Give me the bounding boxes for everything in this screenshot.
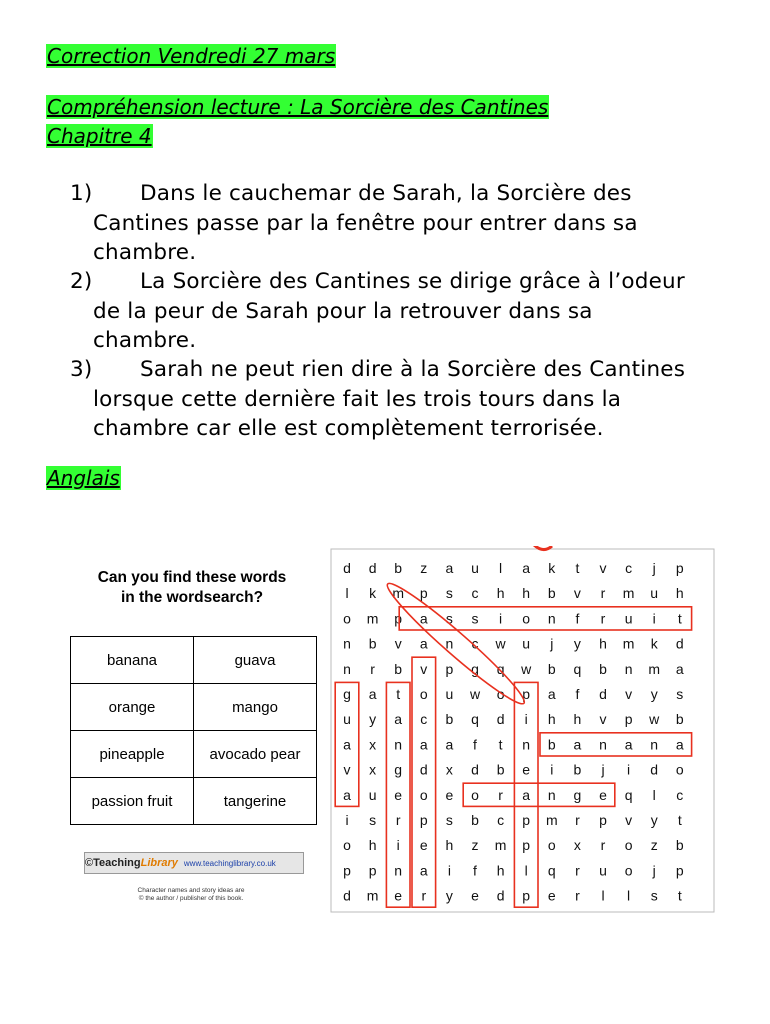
grid-letter: o bbox=[471, 786, 479, 803]
grid-letter: r bbox=[370, 660, 375, 677]
grid-letter: j bbox=[652, 862, 656, 879]
grid-letter: t bbox=[396, 686, 401, 702]
grid-letter: d bbox=[675, 635, 684, 652]
grid-letter: b bbox=[547, 660, 556, 677]
grid-letter: s bbox=[676, 686, 684, 702]
grid-letter: p bbox=[419, 812, 428, 828]
grid-letter: u bbox=[368, 786, 377, 803]
grid-letter: d bbox=[368, 560, 377, 576]
grid-letter: x bbox=[369, 761, 377, 778]
grid-letter: i bbox=[524, 711, 528, 728]
answer-3 bbox=[70, 355, 760, 444]
grid-letter: a bbox=[343, 786, 351, 803]
answer-number: 3) bbox=[70, 357, 93, 382]
answer-text: La Sorcière des Cantines se dirige grâce à l’odeur bbox=[140, 269, 685, 294]
grid-letter: t bbox=[575, 560, 580, 576]
grid-letter: w bbox=[469, 686, 481, 702]
grid-letter: t bbox=[677, 610, 682, 627]
grid-letter: n bbox=[445, 635, 454, 652]
grid-letter: b bbox=[496, 761, 505, 778]
grid-letter: r bbox=[600, 837, 606, 854]
grid-letter: b bbox=[394, 560, 403, 576]
grid-letter: n bbox=[394, 736, 403, 753]
grid-letter: h bbox=[675, 585, 684, 602]
grid-letter: m bbox=[622, 585, 635, 602]
grid-letter: n bbox=[650, 736, 659, 753]
wordsearch-frame bbox=[331, 549, 714, 912]
word-cell: tangerine bbox=[194, 778, 317, 825]
grid-letter: a bbox=[343, 736, 351, 753]
grid-letter: o bbox=[547, 837, 556, 854]
grid-letter: p bbox=[522, 686, 531, 702]
grid-letter: s bbox=[369, 812, 377, 828]
grid-letter: c bbox=[676, 786, 684, 803]
grid-letter: e bbox=[599, 786, 607, 803]
grid-letter: a bbox=[419, 736, 428, 753]
grid-letter: b bbox=[445, 711, 454, 728]
grid-letter: b bbox=[368, 635, 377, 652]
grid-letter: y bbox=[573, 635, 581, 652]
grid-letter: r bbox=[498, 786, 503, 803]
credit-line: © the author / publisher of this book. bbox=[138, 895, 244, 902]
grid-letter: u bbox=[624, 610, 633, 627]
comprehension-title-line1: Compréhension lecture : La Sorcière des Cantines bbox=[47, 95, 549, 119]
grid-letter: n bbox=[547, 786, 556, 803]
answer-text: chambre. bbox=[93, 240, 197, 265]
table-row bbox=[71, 637, 317, 684]
grid-letter: i bbox=[447, 862, 451, 879]
grid-letter: p bbox=[675, 862, 684, 879]
grid-letter: d bbox=[496, 711, 505, 728]
grid-letter: p bbox=[368, 862, 377, 879]
grid-letter: p bbox=[624, 711, 633, 728]
grid-letter: h bbox=[522, 585, 531, 602]
grid-letter: a bbox=[445, 560, 454, 576]
grid-letter: p bbox=[522, 887, 531, 904]
grid-letter: w bbox=[649, 711, 660, 728]
grid-letter: l bbox=[652, 786, 656, 803]
grid-letter: j bbox=[550, 635, 554, 652]
grid-letter: i bbox=[627, 761, 631, 778]
grid-letter: u bbox=[343, 711, 351, 728]
grid-letter: x bbox=[369, 736, 377, 753]
grid-letter: l bbox=[499, 560, 503, 576]
grid-letter: x bbox=[445, 761, 453, 778]
grid-letter: a bbox=[547, 686, 556, 702]
grid-letter: y bbox=[650, 812, 658, 828]
grid-letter: n bbox=[599, 736, 607, 753]
grid-letter: d bbox=[471, 761, 479, 778]
grid-letter: r bbox=[600, 585, 606, 602]
table-row bbox=[71, 778, 317, 825]
grid-letter: u bbox=[471, 560, 479, 576]
grid-letter: b bbox=[547, 736, 556, 753]
grid-letter: p bbox=[343, 862, 351, 879]
credit-line: Character names and story ideas are bbox=[137, 887, 245, 894]
grid-letter: u bbox=[599, 862, 607, 879]
answer-text: Cantines passe par la fenêtre pour entrer dans sa bbox=[93, 210, 638, 236]
logo-brand-library: Library bbox=[140, 857, 178, 869]
grid-letter: l bbox=[627, 887, 631, 904]
grid-letter: k bbox=[650, 635, 658, 652]
grid-letter: o bbox=[522, 610, 531, 627]
logo-url: www.teachinglibrary.co.uk bbox=[183, 859, 276, 868]
word-cell: pineapple bbox=[71, 731, 194, 778]
grid-letter: e bbox=[547, 887, 556, 904]
answer-2 bbox=[70, 267, 760, 356]
grid-letter: b bbox=[471, 812, 479, 828]
grid-letter: o bbox=[624, 862, 633, 879]
grid-letter: u bbox=[445, 686, 454, 702]
word-cell: mango bbox=[194, 684, 317, 731]
grid-letter: h bbox=[547, 711, 556, 728]
grid-letter: d bbox=[343, 560, 351, 576]
grid-letter: s bbox=[471, 610, 479, 627]
correction-title: Correction Vendredi 27 mars bbox=[47, 44, 336, 68]
teaching-library-logo bbox=[84, 852, 304, 874]
grid-letter: f bbox=[473, 862, 477, 879]
grid-letter: u bbox=[522, 635, 531, 652]
grid-letter: l bbox=[345, 585, 349, 602]
grid-letter: v bbox=[420, 660, 428, 677]
grid-letter: g bbox=[343, 686, 351, 702]
grid-letter: o bbox=[419, 686, 428, 702]
grid-letter: k bbox=[369, 585, 377, 602]
grid-letter: d bbox=[650, 761, 659, 778]
grid-letter: a bbox=[675, 736, 684, 753]
grid-letter: q bbox=[547, 862, 556, 879]
grid-letter: t bbox=[677, 887, 682, 904]
word-cell: guava bbox=[194, 637, 317, 684]
grid-letter: v bbox=[599, 711, 607, 728]
grid-letter: d bbox=[419, 761, 428, 778]
grid-letter: e bbox=[522, 761, 531, 778]
wordsearch-grid bbox=[328, 546, 718, 914]
grid-letter: v bbox=[343, 761, 351, 778]
grid-letter: m bbox=[494, 837, 507, 854]
grid-letter: a bbox=[419, 862, 428, 879]
grid-letter: p bbox=[675, 560, 684, 576]
grid-letter: f bbox=[575, 686, 580, 702]
table-row bbox=[71, 684, 317, 731]
grid-letter: p bbox=[599, 812, 607, 828]
answer-text: de la peur de Sarah pour la retrouver dans sa bbox=[93, 298, 593, 324]
grid-letter: v bbox=[625, 686, 633, 702]
grid-letter: z bbox=[471, 837, 479, 854]
grid-letter: x bbox=[573, 837, 581, 854]
grid-letter: m bbox=[648, 660, 661, 677]
credit-text bbox=[96, 887, 286, 903]
grid-letter: c bbox=[471, 585, 479, 602]
grid-letter: b bbox=[573, 761, 582, 778]
grid-letter: g bbox=[394, 761, 403, 778]
grid-letter: b bbox=[675, 711, 684, 728]
grid-letter: e bbox=[394, 887, 403, 904]
grid-letter: r bbox=[575, 862, 580, 879]
answer-text: lorsque cette dernière fait les trois tours dans la bbox=[93, 386, 622, 412]
grid-letter: p bbox=[394, 610, 403, 627]
grid-letter: m bbox=[366, 610, 379, 627]
grid-letter: p bbox=[522, 812, 531, 828]
grid-letter: y bbox=[650, 686, 658, 702]
grid-letter: a bbox=[419, 610, 428, 627]
grid-letter: r bbox=[600, 610, 606, 627]
grid-letter: j bbox=[601, 761, 605, 778]
grid-letter: r bbox=[575, 887, 580, 904]
grid-letter: i bbox=[345, 812, 349, 828]
logo-copyright-icon: © bbox=[85, 857, 94, 869]
grid-letter: g bbox=[573, 786, 582, 803]
grid-letter: m bbox=[366, 887, 379, 904]
grid-letter: a bbox=[522, 560, 531, 576]
grid-letter: a bbox=[368, 686, 377, 702]
grid-letter: e bbox=[394, 786, 403, 803]
grid-letter: h bbox=[573, 711, 582, 728]
grid-letter: o bbox=[343, 610, 351, 627]
grid-letter: d bbox=[496, 887, 505, 904]
answer-1 bbox=[70, 179, 760, 268]
grid-letter: l bbox=[601, 887, 605, 904]
answer-text: Sarah ne peut rien dire à la Sorcière des Cantines bbox=[140, 357, 686, 382]
grid-letter: e bbox=[419, 837, 428, 854]
grid-letter: h bbox=[496, 585, 505, 602]
grid-letter: z bbox=[650, 837, 658, 854]
grid-letter: n bbox=[624, 660, 633, 677]
grid-letter: a bbox=[573, 736, 582, 753]
grid-letter: b bbox=[394, 660, 403, 677]
grid-letter: o bbox=[675, 761, 684, 778]
grid-letter: p bbox=[419, 585, 428, 602]
grid-letter: y bbox=[445, 887, 453, 904]
grid-letter: h bbox=[445, 837, 454, 854]
grid-letter: i bbox=[396, 837, 400, 854]
grid-letter: d bbox=[599, 686, 607, 702]
grid-letter: n bbox=[522, 736, 531, 753]
grid-letter: a bbox=[624, 736, 633, 753]
grid-letter: t bbox=[498, 736, 503, 753]
grid-letter: q bbox=[496, 660, 505, 677]
grid-letter: d bbox=[343, 887, 351, 904]
grid-letter: f bbox=[575, 610, 580, 627]
grid-letter: a bbox=[445, 736, 454, 753]
grid-letter: o bbox=[624, 837, 633, 854]
word-cell: passion fruit bbox=[71, 778, 194, 825]
answer-text: chambre car elle est complètement terrorisée. bbox=[93, 416, 604, 441]
grid-letter: h bbox=[496, 862, 505, 879]
grid-letter: n bbox=[394, 862, 403, 879]
grid-letter: v bbox=[625, 812, 633, 828]
word-cell: banana bbox=[71, 637, 194, 684]
answer-text: Dans le cauchemar de Sarah, la Sorcière des bbox=[140, 181, 632, 206]
grid-letter: f bbox=[473, 736, 477, 753]
grid-letter: w bbox=[521, 660, 532, 677]
grid-letter: n bbox=[547, 610, 556, 627]
grid-letter: a bbox=[675, 660, 684, 677]
grid-letter: b bbox=[547, 585, 556, 602]
grid-letter: o bbox=[343, 837, 351, 854]
grid-letter: m bbox=[622, 635, 635, 652]
grid-letter: e bbox=[445, 786, 454, 803]
table-row bbox=[71, 731, 317, 778]
grid-letter: p bbox=[522, 837, 531, 854]
grid-letter: k bbox=[548, 560, 556, 576]
grid-letter: b bbox=[599, 660, 607, 677]
grid-letter: i bbox=[652, 610, 656, 627]
grid-letter: q bbox=[471, 711, 479, 728]
grid-letter: a bbox=[419, 635, 428, 652]
word-list-title-line1: Can you find these words bbox=[97, 569, 287, 586]
grid-letter: w bbox=[495, 635, 506, 652]
grid-letter: c bbox=[625, 560, 633, 576]
grid-letter: a bbox=[394, 711, 403, 728]
grid-letter: l bbox=[524, 862, 528, 879]
grid-letter: s bbox=[445, 812, 453, 828]
word-list-title bbox=[68, 568, 316, 608]
grid-letter: z bbox=[420, 560, 428, 576]
grid-letter: u bbox=[650, 585, 659, 602]
grid-letter: g bbox=[471, 660, 479, 677]
word-list-table bbox=[70, 636, 317, 825]
grid-letter: v bbox=[573, 585, 581, 602]
grid-letter: o bbox=[419, 786, 428, 803]
word-list-title-line2: in the wordsearch? bbox=[120, 589, 264, 606]
grid-letter: t bbox=[677, 812, 682, 828]
grid-letter: y bbox=[369, 711, 377, 728]
grid-letter: v bbox=[394, 635, 402, 652]
comprehension-title-line2: Chapitre 4 bbox=[47, 124, 152, 148]
word-cell: avocado pear bbox=[194, 731, 317, 778]
grid-letter: r bbox=[395, 812, 401, 828]
grid-letter: m bbox=[545, 812, 558, 828]
grid-letter: s bbox=[650, 887, 658, 904]
logo-brand-teaching: Teaching bbox=[93, 857, 141, 869]
grid-letter: p bbox=[445, 660, 454, 677]
answer-number: 2) bbox=[70, 269, 93, 294]
grid-letter: h bbox=[368, 837, 377, 854]
grid-letter: n bbox=[343, 660, 351, 677]
grid-letter: v bbox=[599, 560, 607, 576]
grid-letter: e bbox=[471, 887, 479, 904]
grid-letter: r bbox=[575, 812, 580, 828]
word-cell: orange bbox=[71, 684, 194, 731]
grid-letter: i bbox=[550, 761, 554, 778]
grid-letter: h bbox=[599, 635, 607, 652]
grid-letter: q bbox=[624, 786, 633, 803]
grid-letter: i bbox=[499, 610, 503, 627]
grid-letter: n bbox=[343, 635, 351, 652]
grid-letter: b bbox=[675, 837, 684, 854]
answer-number: 1) bbox=[70, 181, 93, 206]
grid-letter: c bbox=[420, 711, 428, 728]
grid-letter: m bbox=[392, 585, 405, 602]
grid-letter: c bbox=[497, 812, 505, 828]
grid-letter: a bbox=[522, 786, 531, 803]
grid-letter: c bbox=[471, 635, 479, 652]
grid-letter: j bbox=[652, 560, 656, 576]
grid-letter: r bbox=[421, 887, 427, 904]
anglais-title: Anglais bbox=[47, 466, 120, 490]
grid-letter: o bbox=[496, 686, 505, 702]
grid-letter: s bbox=[445, 585, 453, 602]
grid-letter: s bbox=[445, 610, 453, 627]
grid-letter: q bbox=[573, 660, 582, 677]
answer-text: chambre. bbox=[93, 328, 197, 353]
